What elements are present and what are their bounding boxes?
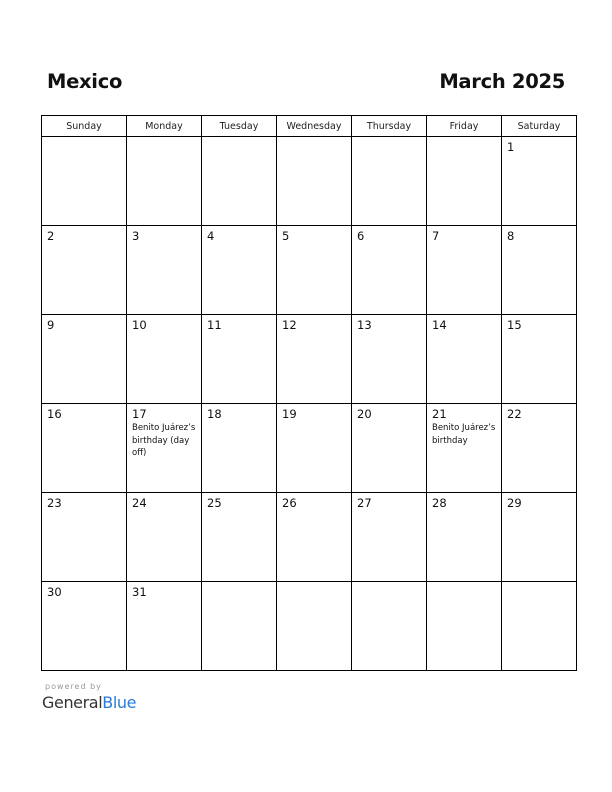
day-cell[interactable]	[502, 493, 577, 582]
empty-day-cell	[427, 137, 502, 226]
empty-day-cell	[202, 137, 277, 226]
day-cell[interactable]	[127, 226, 202, 315]
day-cell[interactable]	[502, 315, 577, 404]
day-cell[interactable]	[127, 404, 202, 493]
week-row	[42, 137, 577, 226]
day-number: 10	[132, 318, 147, 332]
day-number: 5	[282, 229, 290, 243]
day-number: 26	[282, 496, 297, 510]
day-number: 14	[432, 318, 447, 332]
week-row	[42, 404, 577, 493]
day-cell[interactable]	[277, 315, 352, 404]
weekday-header: Saturday	[502, 116, 577, 137]
day-number: 21	[432, 407, 447, 421]
empty-day-cell	[427, 582, 502, 671]
day-cell[interactable]	[127, 315, 202, 404]
day-cell[interactable]	[277, 493, 352, 582]
day-number: 18	[207, 407, 222, 421]
weekday-header-row	[42, 116, 577, 137]
empty-day-cell	[502, 582, 577, 671]
day-number: 3	[132, 229, 140, 243]
weekday-header: Monday	[127, 116, 202, 137]
empty-day-cell	[42, 137, 127, 226]
day-cell[interactable]	[202, 404, 277, 493]
day-number: 28	[432, 496, 447, 510]
day-cell[interactable]	[352, 226, 427, 315]
day-cell[interactable]	[202, 226, 277, 315]
day-number: 9	[47, 318, 55, 332]
day-number: 24	[132, 496, 147, 510]
day-number: 13	[357, 318, 372, 332]
weekday-header: Wednesday	[277, 116, 352, 137]
day-number: 25	[207, 496, 222, 510]
month-title: March 2025	[439, 70, 565, 93]
day-number: 1	[507, 140, 515, 154]
brand-general-text: General	[42, 693, 103, 712]
day-number: 11	[207, 318, 222, 332]
day-cell[interactable]	[352, 404, 427, 493]
day-number: 7	[432, 229, 440, 243]
day-cell[interactable]	[427, 493, 502, 582]
day-cell[interactable]	[427, 315, 502, 404]
country-title: Mexico	[47, 70, 123, 93]
empty-day-cell	[202, 582, 277, 671]
day-number: 30	[47, 585, 62, 599]
day-cell[interactable]	[502, 137, 577, 226]
calendar-grid	[41, 115, 577, 671]
empty-day-cell	[277, 137, 352, 226]
week-row	[42, 315, 577, 404]
weekday-header: Sunday	[42, 116, 127, 137]
brand-blue-text: Blue	[102, 693, 137, 712]
empty-day-cell	[277, 582, 352, 671]
powered-by-label: powered by	[45, 682, 102, 691]
day-cell[interactable]	[42, 404, 127, 493]
empty-day-cell	[352, 137, 427, 226]
day-number: 15	[507, 318, 522, 332]
weekday-header: Friday	[427, 116, 502, 137]
weekday-header: Thursday	[352, 116, 427, 137]
day-cell[interactable]	[502, 404, 577, 493]
day-number: 2	[47, 229, 55, 243]
holiday-label: Benito Juárez’s birthday (day off)	[132, 423, 196, 459]
day-cell[interactable]	[42, 315, 127, 404]
day-cell[interactable]	[427, 404, 502, 493]
day-cell[interactable]	[202, 493, 277, 582]
day-number: 12	[282, 318, 297, 332]
day-number: 17	[132, 407, 147, 421]
day-cell[interactable]	[42, 226, 127, 315]
day-number: 23	[47, 496, 62, 510]
week-row	[42, 493, 577, 582]
day-number: 16	[47, 407, 62, 421]
day-number: 19	[282, 407, 297, 421]
day-number: 29	[507, 496, 522, 510]
day-cell[interactable]	[202, 315, 277, 404]
day-cell[interactable]	[277, 404, 352, 493]
day-number: 8	[507, 229, 515, 243]
day-cell[interactable]	[42, 493, 127, 582]
weekday-header: Tuesday	[202, 116, 277, 137]
day-cell[interactable]	[127, 493, 202, 582]
day-number: 6	[357, 229, 365, 243]
week-row	[42, 582, 577, 671]
holiday-label: Benito Juárez’s birthday	[432, 423, 496, 446]
day-cell[interactable]	[42, 582, 127, 671]
day-number: 20	[357, 407, 372, 421]
day-number: 27	[357, 496, 372, 510]
day-number: 4	[207, 229, 215, 243]
empty-day-cell	[352, 582, 427, 671]
week-row	[42, 226, 577, 315]
day-cell[interactable]	[127, 582, 202, 671]
day-cell[interactable]	[277, 226, 352, 315]
day-number: 22	[507, 407, 522, 421]
day-cell[interactable]	[502, 226, 577, 315]
day-cell[interactable]	[352, 493, 427, 582]
generalblue-logo[interactable]	[42, 693, 136, 712]
day-cell[interactable]	[352, 315, 427, 404]
day-number: 31	[132, 585, 147, 599]
empty-day-cell	[127, 137, 202, 226]
day-cell[interactable]	[427, 226, 502, 315]
